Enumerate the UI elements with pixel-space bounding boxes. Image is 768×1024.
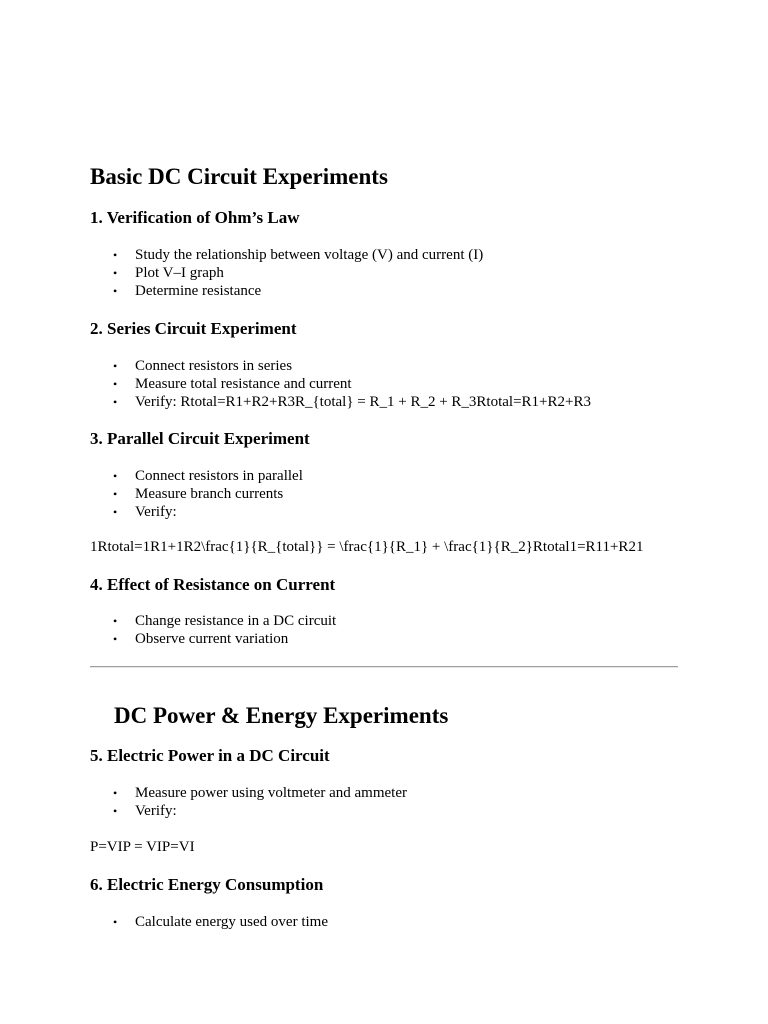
list-item: • Measure total resistance and current — [113, 376, 352, 392]
bullet-icon: • — [113, 377, 118, 391]
bullet-icon: • — [113, 469, 118, 483]
bullet-icon: • — [113, 395, 118, 409]
bullet-icon: • — [113, 505, 118, 519]
list-item: • Measure branch currents — [113, 486, 284, 502]
heading-parallel-circuit: 3. Parallel Circuit Experiment — [90, 429, 310, 448]
list-item: • Plot V–I graph — [113, 265, 224, 281]
bullet-icon: • — [113, 359, 118, 373]
list-item: • Determine resistance — [113, 283, 262, 299]
bullet-icon: • — [113, 915, 118, 929]
bullet-icon: • — [113, 248, 118, 262]
bullet-icon: • — [113, 284, 118, 298]
list-item: • Calculate energy used over time — [113, 914, 328, 930]
list-parallel-circuit — [90, 467, 303, 521]
heading-energy-consumption: 6. Electric Energy Consumption — [90, 875, 324, 894]
bullet-icon: • — [113, 786, 118, 800]
bullet-icon: • — [113, 614, 118, 628]
list-item: • Measure power using voltmeter and ammeter — [113, 785, 407, 801]
heading-ohms-law: 1. Verification of Ohm’s Law — [90, 208, 300, 227]
list-item: • Study the relationship between voltage (V) and current (I) — [113, 247, 484, 263]
list-item: • Verify: — [113, 803, 177, 819]
list-series-circuit — [90, 357, 591, 411]
list-item: • Connect resistors in series — [113, 358, 293, 374]
list-resistance-effect — [90, 612, 336, 648]
list-item: • Verify: Rtotal=R1+R2+R3R_{total} = R_1 + R_2 + R_3Rtotal=R1+R2+R3 — [113, 394, 591, 410]
list-electric-power — [90, 784, 407, 820]
heading-resistance-effect: 4. Effect of Resistance on Current — [90, 575, 336, 594]
formula-power: P=VIP = VIP=VI — [90, 839, 195, 855]
list-energy-consumption — [90, 913, 328, 931]
bullet-icon: • — [113, 804, 118, 818]
formula-parallel-resistance: 1Rtotal=1R1+1R2\frac{1}{R_{total}} = \frac{1}{R_1} + \frac{1}{R_2}Rtotal1=R11+R21 — [90, 539, 644, 555]
list-item: • Verify: — [113, 504, 177, 520]
list-item: • Connect resistors in parallel — [113, 468, 303, 484]
list-ohms-law — [90, 246, 483, 300]
heading-electric-power: 5. Electric Power in a DC Circuit — [90, 746, 330, 765]
bullet-icon: • — [113, 487, 118, 501]
bullet-icon: • — [113, 266, 118, 280]
section-title-basic-dc: Basic DC Circuit Experiments — [90, 164, 388, 189]
list-item: • Observe current variation — [113, 631, 289, 647]
bullet-icon: • — [113, 632, 118, 646]
heading-series-circuit: 2. Series Circuit Experiment — [90, 319, 297, 338]
section-title-dc-power: DC Power & Energy Experiments — [114, 703, 449, 728]
horizontal-divider — [90, 666, 678, 668]
list-item: • Change resistance in a DC circuit — [113, 613, 337, 629]
